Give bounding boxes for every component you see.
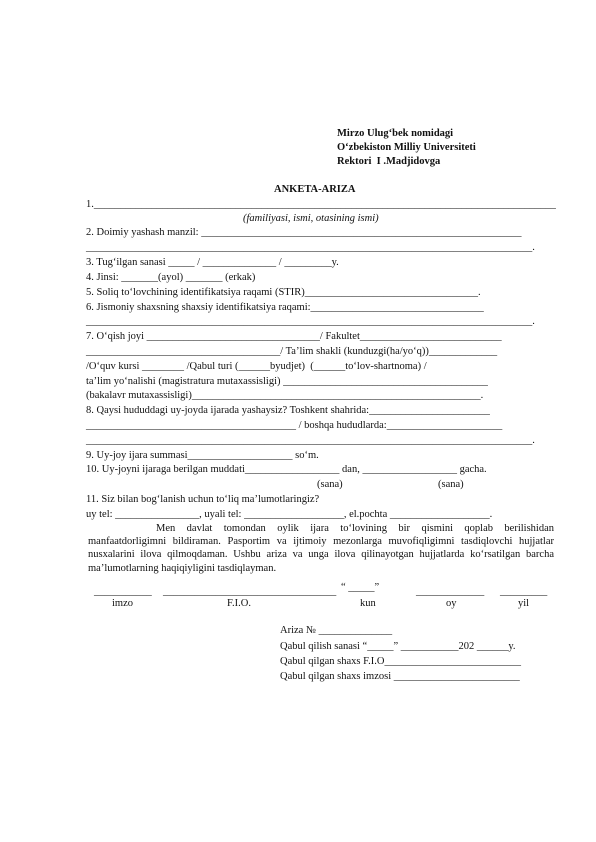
month-label: oy [446, 598, 457, 609]
field-rent-period-date2-hint: (sana) [438, 479, 464, 490]
acceptance-date: Qabul qilish sanasi “_____” ___________202 ______y. [280, 641, 516, 652]
field-rent-region-cont2: _____________________________________________________________________________________. [86, 435, 535, 446]
field-rent-region-cont: ________________________________________ / boshqa hududlarda:______________________ [86, 420, 503, 431]
day-line: “ _____” [341, 582, 380, 593]
field-course: /O‘quv kursi ________ /Qabul turi (______byudjet) (______to‘lov-shartnoma) / [86, 361, 427, 372]
field-full-name-hint: (familiyasi, ismi, otasining ismi) [243, 213, 379, 224]
field-contact-info: uy tel: ________________, uyali tel: ___________________, el.pochta ___________________. [86, 509, 493, 520]
declaration-paragraph [88, 522, 554, 575]
acceptor-signature: Qabul qilgan shaxs imzosi ________________________ [280, 671, 520, 682]
application-number: Ariza № ______________ [280, 625, 393, 636]
month-line: _____________ [416, 586, 485, 597]
field-rent-region: 8. Qaysi hududdagi uy-joyda ijarada yashaysiz? Toshkent shahrida:_______________________ [86, 405, 490, 416]
field-rent-period: 10. Uy-joyni ijaraga berilgan muddati__________________ dan, __________________ gacha. [86, 464, 487, 475]
field-master-major: ta’lim yo‘nalishi (magistratura mutaxassisligi) _______________________________________ [86, 376, 488, 387]
field-pinfl-cont: _____________________________________________________________________________________. [86, 316, 535, 327]
acceptor-fio: Qabul qilgan shaxs F.I.O__________________________ [280, 656, 521, 667]
field-gender: 4. Jinsi: _______(ayol) _______ (erkak) [86, 272, 256, 283]
field-address-cont: _____________________________________________________________________________________. [86, 242, 535, 253]
field-rent-period-date1-hint: (sana) [317, 479, 343, 490]
field-address: 2. Doimiy yashash manzil: _____________________________________________________________ [86, 227, 522, 238]
signature-line: ___________ [94, 586, 152, 597]
year-line: _________ [500, 586, 548, 597]
field-birthdate: 3. Tug‘ilgan sanasi _____ / ______________ / _________y. [86, 257, 339, 268]
field-study-form: _____________________________________/ Ta’lim shakli (kunduzgi(ha/yo‘q))_____________ [86, 346, 498, 357]
day-label: kun [360, 598, 376, 609]
field-stir: 5. Soliq to‘lovchining identifikatsiya raqami (STIR)_________________________________. [86, 287, 481, 298]
recipient-line-1: Mirzo Ulug‘bek nomidagi [337, 128, 454, 139]
declaration-text: Men davlat tomondan oylik ijara to‘lovining bir qismini qoplab berilishidan manfaatdorligimni bildiraman. Pasportim va ijtimoiy mezonlarga muvofiqligimni tasdiqlovchi hujjatlar nusxalarini ilova qilmoqdaman. Ushbu ariza va unga ilova qilinayotgan hujjatlarda ko‘rsatilgan barcha ma’lumotlarning haqiqiyligini tasdiqlayman. [88, 523, 554, 574]
field-rent-amount: 9. Uy-joy ijara summasi____________________ so‘m. [86, 450, 319, 461]
signature-label: imzo [112, 598, 133, 609]
fio-line: _________________________________ [163, 586, 337, 597]
recipient-line-3: Rektori I .Madjidovga [337, 156, 441, 167]
year-label: yil [518, 598, 530, 609]
field-contact-question: 11. Siz bilan bog‘lanish uchun to‘liq ma’lumotlaringiz? [86, 494, 320, 505]
field-pinfl: 6. Jismoniy shaxsning shaxsiy identifikatsiya raqami:_________________________________ [86, 302, 484, 313]
field-bachelor-major: (bakalavr mutaxassisligi)_______________________________________________________. [86, 390, 484, 401]
document-title: ANKETA-ARIZA [274, 184, 356, 195]
field-full-name: 1.________________________________________________________________________________________ [86, 199, 556, 210]
recipient-line-2: O‘zbekiston Milliy Universiteti [337, 142, 476, 153]
field-study-place: 7. O‘qish joyi _________________________________/ Fakultet___________________________ [86, 331, 502, 342]
fio-label: F.I.O. [227, 598, 251, 609]
